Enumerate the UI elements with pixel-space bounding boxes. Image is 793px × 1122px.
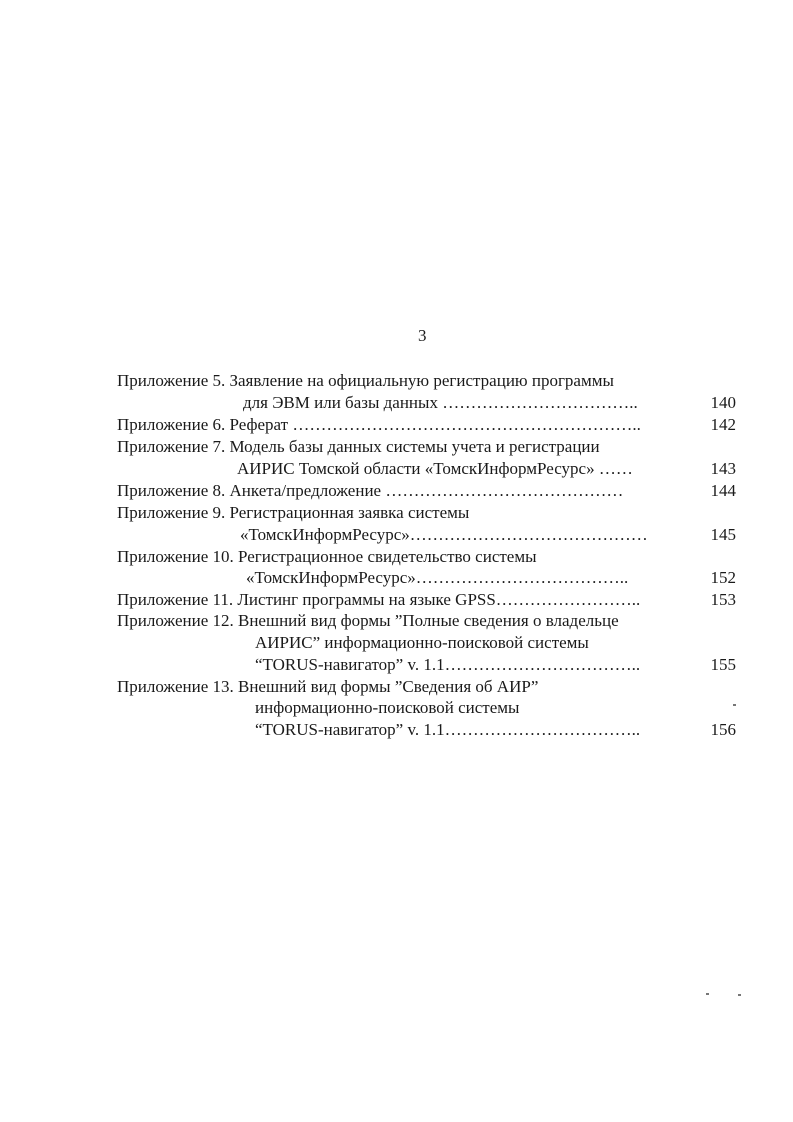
toc-entry-page-number: 155 bbox=[710, 655, 736, 674]
toc-entry-page-number: 143 bbox=[710, 459, 736, 478]
toc-entry-title: Приложение 10. Регистрационное свидетельство системы bbox=[117, 547, 537, 566]
toc-entry-title: Приложение 5. Заявление на официальную регистрацию программы bbox=[117, 371, 614, 390]
toc-entry-title-continuation: “TORUS-навигатор” v. 1.1…………………………….. bbox=[255, 720, 641, 739]
page-number: 3 bbox=[418, 326, 427, 345]
toc-entry-page-number: 152 bbox=[710, 568, 736, 587]
toc-entry-title-continuation: информационно-поисковой системы bbox=[255, 698, 520, 717]
toc-entry-page-number: 156 bbox=[710, 720, 736, 739]
scan-speck bbox=[733, 704, 736, 706]
toc-entry-title-continuation: “TORUS-навигатор” v. 1.1…………………………….. bbox=[255, 655, 641, 674]
toc-entry-title: Приложение 11. Листинг программы на языке GPSS…………………….. bbox=[117, 590, 641, 609]
toc-entry-title-continuation: «ТомскИнформРесурс»……………………………….. bbox=[246, 568, 629, 587]
toc-entry-title: Приложение 12. Внешний вид формы ”Полные сведения о владельце bbox=[117, 611, 619, 630]
toc-entry-page-number: 145 bbox=[710, 525, 736, 544]
toc-entry-title-continuation: АИРИС Томской области «ТомскИнформРесурс» …… bbox=[237, 459, 633, 478]
scan-speck bbox=[706, 993, 709, 995]
toc-entry-title-continuation: для ЭВМ или базы данных …………………………….. bbox=[243, 393, 638, 412]
scan-speck bbox=[738, 994, 741, 996]
toc-entry-title: Приложение 9. Регистрационная заявка системы bbox=[117, 503, 470, 522]
toc-entry-page-number: 153 bbox=[710, 590, 736, 609]
toc-entry-title: Приложение 8. Анкета/предложение …………………………………… bbox=[117, 481, 624, 500]
toc-entry-title-continuation: «ТомскИнформРесурс»…………………………………… bbox=[240, 525, 648, 544]
toc-entry-page-number: 144 bbox=[710, 481, 736, 500]
toc-entry-title: Приложение 13. Внешний вид формы ”Сведения об АИР” bbox=[117, 677, 539, 696]
toc-entry-page-number: 142 bbox=[710, 415, 736, 434]
toc-entry-title-continuation: АИРИС” информационно-поисковой системы bbox=[255, 633, 589, 652]
toc-entry-title: Приложение 7. Модель базы данных системы учета и регистрации bbox=[117, 437, 600, 456]
toc-entry-page-number: 140 bbox=[710, 393, 736, 412]
toc-entry-title: Приложение 6. Реферат …………………………………………………….. bbox=[117, 415, 641, 434]
